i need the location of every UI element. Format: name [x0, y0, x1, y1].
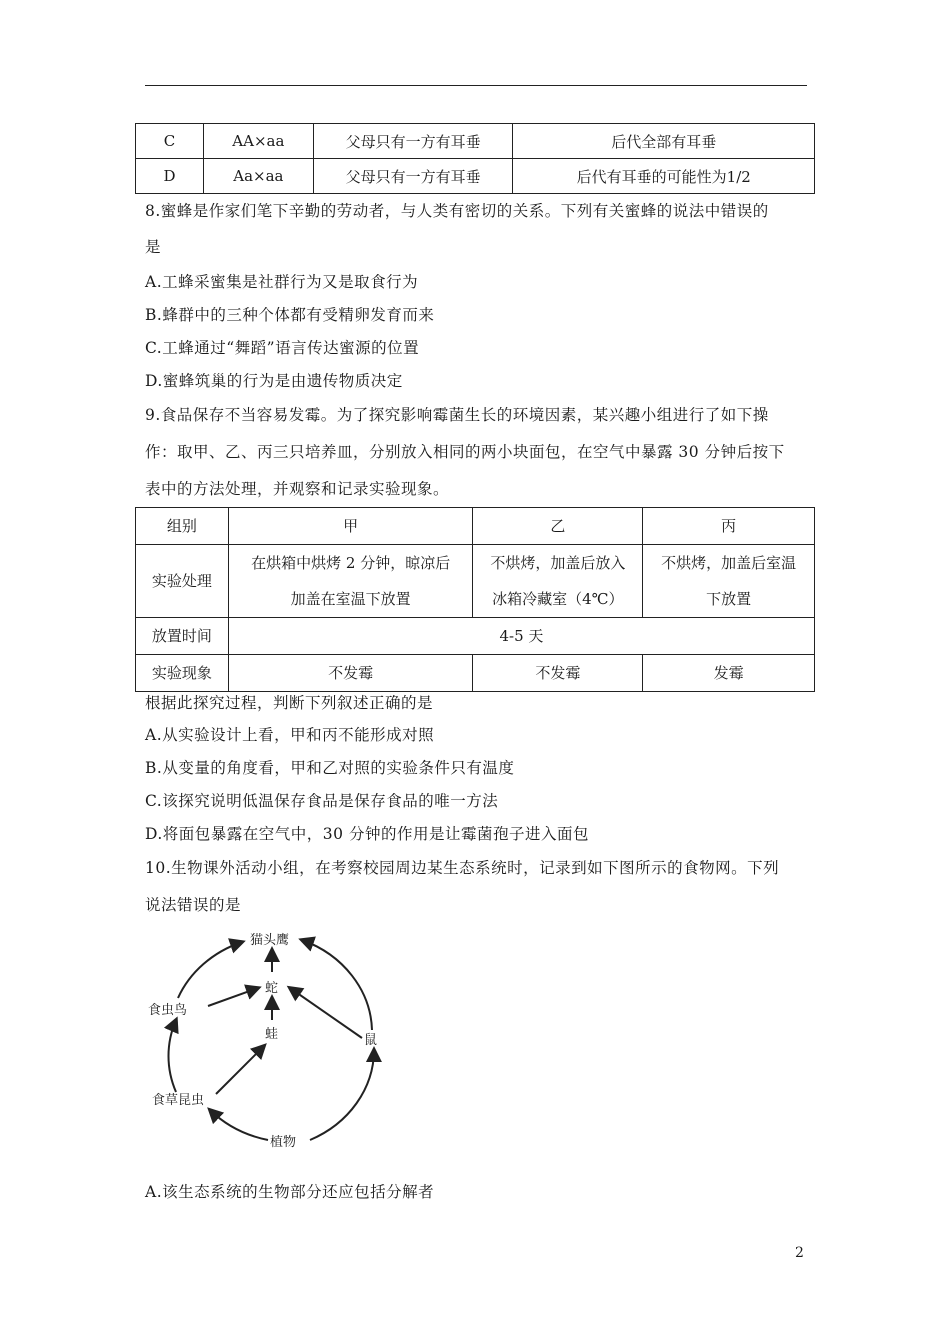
q9-stem: 9.食品保存不当容易发霉。为了探究影响霉菌生长的环境因素，某兴趣小组进行了如下操: [145, 406, 769, 424]
table-cell: AA×aa: [203, 124, 313, 159]
arrow-bird-snake: [208, 988, 258, 1006]
table-cell: 后代全部有耳垂: [513, 124, 815, 159]
node-bird: 食虫鸟: [148, 1003, 188, 1018]
node-mouse: 鼠: [364, 1033, 378, 1048]
node-snake: 蛇: [265, 981, 279, 996]
experiment-table: [135, 507, 815, 692]
page-number: 2: [795, 1245, 804, 1261]
header-rule: [145, 85, 807, 86]
table-cell: 实验处理: [136, 545, 229, 618]
table-cell: Aa×aa: [203, 159, 313, 194]
arrow-plant-insect: [210, 1110, 268, 1140]
arrow-mouse-snake: [290, 988, 362, 1038]
table-cell: 放置时间: [136, 618, 229, 655]
q8-option-c: C.工蜂通过“舞蹈”语言传达蜜源的位置: [145, 339, 420, 357]
arrow-bird-owl: [178, 942, 242, 998]
q8-stem: 8.蜜蜂是作家们笔下辛勤的劳动者，与人类有密切的关系。下列有关蜜蜂的说法中错误的: [145, 202, 769, 220]
q10-stem-cont: 说法错误的是: [145, 896, 242, 914]
node-owl: 猫头鹰: [250, 933, 290, 948]
table-cell: C: [136, 124, 204, 159]
table-cell: [228, 545, 473, 618]
q9-option-a: A.从实验设计上看，甲和丙不能形成对照: [145, 726, 435, 744]
q10-stem: 10.生物课外活动小组，在考察校园周边某生态系统时，记录到如下图所示的食物网。下列: [145, 859, 780, 877]
q8-option-b: B.蜂群中的三种个体都有受精卵发育而来: [145, 306, 435, 324]
table-cell: 发霉: [643, 655, 815, 692]
q8-stem-cont: 是: [145, 238, 162, 256]
q8-option-a: A.工蜂采蜜集是社群行为又是取食行为: [145, 273, 419, 291]
table-cell: D: [136, 159, 204, 194]
arrow-mouse-owl: [302, 940, 372, 1030]
cell-line: 冰箱冷藏室（4℃）: [492, 590, 624, 608]
cell-line: 在烘箱中烘烤 2 分钟，晾凉后: [251, 554, 451, 572]
q9-option-d: D.将面包暴露在空气中，30 分钟的作用是让霉菌孢子进入面包: [145, 825, 589, 843]
table-header: 丙: [643, 508, 815, 545]
table-header: 乙: [473, 508, 643, 545]
cell-line: 不烘烤，加盖后室温: [661, 554, 797, 572]
arrow-insect-bird: [168, 1020, 176, 1092]
cell-line: 加盖在室温下放置: [290, 590, 411, 608]
table-cell: 父母只有一方有耳垂: [313, 124, 513, 159]
node-frog: 蛙: [265, 1027, 279, 1042]
table-row: [136, 618, 815, 655]
table-row: [136, 508, 815, 545]
table-cell: 4-5 天: [228, 618, 814, 655]
table-cell: 后代有耳垂的可能性为1/2: [513, 159, 815, 194]
q9-lead: 根据此探究过程，判断下列叙述正确的是: [145, 694, 434, 712]
cell-line: 不烘烤，加盖后放入: [490, 554, 626, 572]
arrow-insect-frog: [216, 1046, 264, 1094]
node-insect: 食草昆虫: [152, 1093, 205, 1108]
cell-line: 下放置: [706, 590, 752, 608]
q9-stem-end: 表中的方法处理，并观察和记录实验现象。: [145, 480, 450, 498]
table-cell: 不发霉: [228, 655, 473, 692]
q8-option-d: D.蜜蜂筑巢的行为是由遗传物质决定: [145, 372, 403, 390]
table-row: [136, 655, 815, 692]
table-row: [136, 545, 815, 618]
q9-option-c: C.该探究说明低温保存食品是保存食品的唯一方法: [145, 792, 499, 810]
table-cell: 不发霉: [473, 655, 643, 692]
food-web-diagram: [140, 922, 410, 1152]
table-row: [136, 124, 815, 159]
q9-option-b: B.从变量的角度看，甲和乙对照的实验条件只有温度: [145, 759, 515, 777]
q9-stem-cont: 作：取甲、乙、丙三只培养皿，分别放入相同的两小块面包，在空气中暴露 30 分钟后按下: [145, 443, 785, 461]
genetics-table-continued: [135, 123, 815, 194]
table-cell: [643, 545, 815, 618]
q10-option-a: A.该生态系统的生物部分还应包括分解者: [145, 1183, 435, 1201]
table-cell: [473, 545, 643, 618]
table-cell: 父母只有一方有耳垂: [313, 159, 513, 194]
table-header: 组别: [136, 508, 229, 545]
table-header: 甲: [228, 508, 473, 545]
node-plant: 植物: [270, 1135, 297, 1150]
table-cell: 实验现象: [136, 655, 229, 692]
table-row: [136, 159, 815, 194]
arrow-plant-mouse: [310, 1050, 374, 1140]
